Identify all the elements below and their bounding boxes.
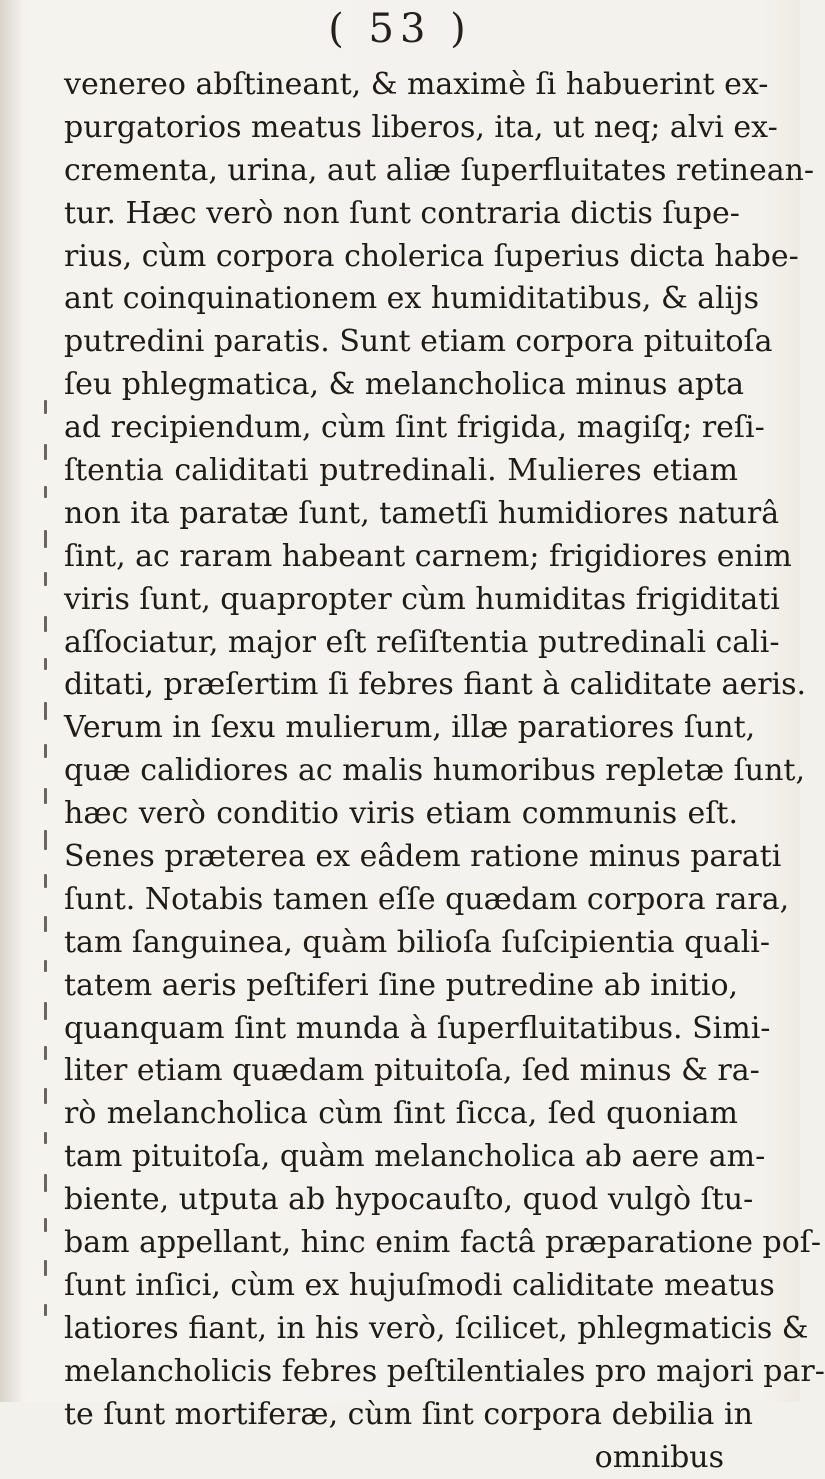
text-line: purgatorios meatus liberos, ita, ut neq; alvi ex-	[64, 107, 738, 150]
text-line: rius, cùm corpora cholerica ſuperius dicta habe-	[64, 236, 738, 279]
text-line: bam appellant, hinc enim factâ præparatione poſ-	[64, 1222, 738, 1265]
text-line: Verum in ſexu mulierum, illæ paratiores ſunt,	[64, 707, 738, 750]
text-line: omnibus	[64, 1437, 738, 1479]
text-line: ſtentia caliditati putredinali. Mulieres etiam	[64, 450, 738, 493]
text-line: ſeu phlegmatica, & melancholica minus apta	[64, 364, 738, 407]
text-line: biente, utputa ab hypocauſto, quod vulgò ſtu-	[64, 1179, 738, 1222]
text-line: hæc verò conditio viris etiam communis eſt.	[64, 793, 738, 836]
text-line: aſſociatur, major eſt reſiſtentia putredinali cali-	[64, 622, 738, 665]
text-line: putredini paratis. Sunt etiam corpora pituitoſa	[64, 321, 738, 364]
text-line: latiores fiant, in his verò, ſcilicet, phlegmaticis &	[64, 1308, 738, 1351]
text-line: tur. Hæc verò non ſunt contraria dictis ſupe-	[64, 193, 738, 236]
text-line: ſunt. Notabis tamen eſſe quædam corpora rara,	[64, 879, 738, 922]
page-edge-shadow	[0, 0, 22, 1402]
text-line: ant coinquinationem ex humiditatibus, & alijs	[64, 278, 738, 321]
text-line: tam ſanguinea, quàm bilioſa ſuſcipientia quali-	[64, 922, 738, 965]
text-line: non ita paratæ ſunt, tametſi humidiores naturâ	[64, 493, 738, 536]
text-line: te ſunt mortiferæ, cùm ſint corpora debilia in	[64, 1394, 738, 1437]
text-line: liter etiam quædam pituitoſa, ſed minus & ra-	[64, 1050, 738, 1093]
text-line: ſint, ac raram habeant carnem; frigidiores enim	[64, 536, 738, 579]
text-line: tam pituitoſa, quàm melancholica ab aere am-	[64, 1136, 738, 1179]
text-line: crementa, urina, aut aliæ ſuperfluitates retinean-	[64, 150, 738, 193]
text-line: Senes præterea ex eâdem ratione minus parati	[64, 836, 738, 879]
text-line: viris ſunt, quapropter cùm humiditas frigiditati	[64, 579, 738, 622]
page-number: ( 53 )	[0, 6, 800, 52]
text-line: ad recipiendum, cùm ſint frigida, magiſq; reſi-	[64, 407, 738, 450]
text-line: quæ calidiores ac malis humoribus repletæ ſunt,	[64, 750, 738, 793]
text-line: ſunt inſici, cùm ex hujuſmodi caliditate meatus	[64, 1265, 738, 1308]
text-line: ditati, præſertim ſi febres fiant à caliditate aeris.	[64, 664, 738, 707]
text-line: quanquam ſint munda à ſuperfluitatibus. Simi-	[64, 1008, 738, 1051]
text-line: melancholicis febres peſtilentiales pro majori par-	[64, 1351, 738, 1394]
text-line: rò melancholica cùm ſint ſicca, ſed quoniam	[64, 1093, 738, 1136]
binding-marks	[44, 400, 56, 1400]
text-line: tatem aeris peſtiferi ſine putredine ab initio,	[64, 965, 738, 1008]
text-line: venereo abſtineant, & maximè ſi habuerint ex-	[64, 64, 738, 107]
body-text	[64, 64, 738, 1479]
